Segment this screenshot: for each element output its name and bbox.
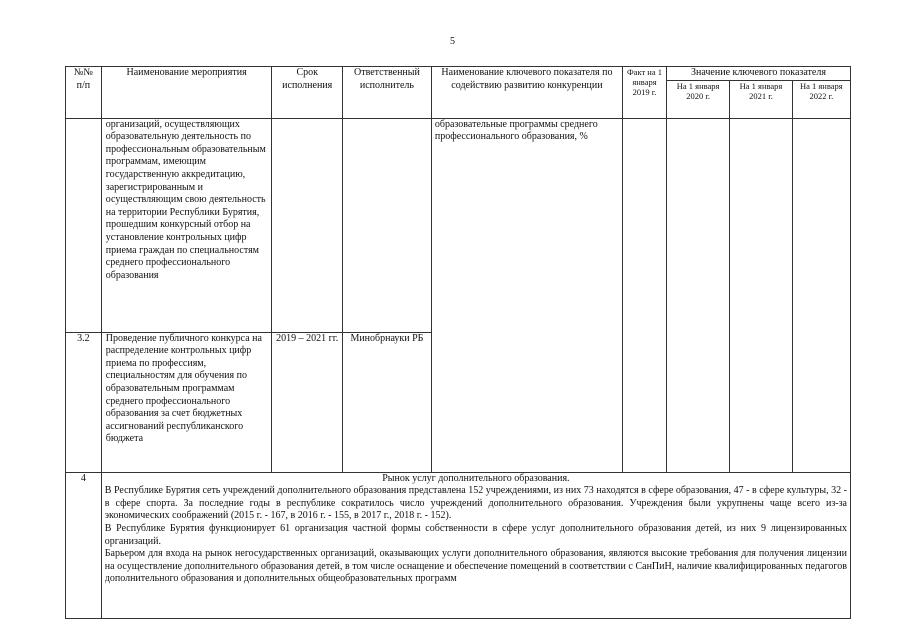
cell-deadline-3-2: 2019 – 2021 гг. [272,332,343,472]
header-name: Наименование мероприятия [101,67,272,119]
header-2022: На 1 января 2022 г. [792,80,850,118]
header-row-1 [66,67,851,81]
page-number: 5 [450,36,455,47]
cell-num-3-2: 3.2 [66,332,102,472]
cell-fact [623,118,667,472]
section-paragraph-1: В Республике Бурятия сеть учреждений дополнительного образования представлена 152 учреждениями, из них 73 находятся в сфере образования, 47 - в сфере культуры, 32 - в сфере спорта. За последние годы в республике сократилось число учреждений дополнительного образования. Учреждения были укрупнены чаще всего из-за экономических соображений (2015 г. - 167, в 2016 г. - 155, в 2017 г., 2018 г. - 152). [104,485,847,522]
cell-2022 [792,118,850,472]
header-executor: Ответственный исполнитель [342,67,431,119]
section-paragraph-2: В Республике Бурятия функционирует 61 организация частной формы собственности в сфере услуг дополнительного образования детей, из них 9 лицензированных организаций. [104,522,847,547]
section-title: Рынок услуг дополнительного образования. [382,472,570,484]
cell-num-4: 4 [66,472,102,618]
table-row-4 [66,472,851,618]
cell-section-4 [101,472,850,618]
cell-num [66,118,102,332]
header-deadline: Срок исполнения [272,67,343,119]
cell-2020 [666,118,729,472]
cell-indicator: образовательные программы среднего профессионального образования, % [431,118,622,472]
table-row-continued [66,118,851,332]
measures-table [65,66,851,619]
cell-executor [342,118,431,332]
cell-executor-3-2: Минобрнауки РБ [342,332,431,472]
header-indicator: Наименование ключевого показателя по содействию развитию конкуренции [431,67,622,119]
cell-2021 [730,118,792,472]
header-2021: На 1 января 2021 г. [730,80,792,118]
header-fact: Факт на 1 января 2019 г. [623,67,667,119]
header-value-group: Значение ключевого показателя [666,67,850,81]
cell-name-3-2: Проведение публичного конкурса на распределение контрольных цифр приема по профессиям, специальностям для обучения по образовательным программам среднего профессионального образования за счет бюджетных ассигнований республиканского бюджета [101,332,272,472]
cell-name-continued: организаций, осуществляющих образовательную деятельность по профессиональным образовательным программам, имеющим государственную аккредитацию, зарегистрированным и осуществляющим свою деятельность на территории Республики Бурятия, прошедшим конкурсный отбор на установление контрольных цифр приема граждан по специальностям среднего профессионального образования [101,118,272,332]
header-2020: На 1 января 2020 г. [666,80,729,118]
header-num: №№ п/п [66,67,102,119]
section-paragraph-3: Барьером для входа на рынок негосударственных организаций, оказывающих услуги дополнительного образования, являются высокие требования для получения лицензии на осуществление дополнительного образования детей, в том числе оснащение и обеспечение помещений в соответствии с СанПиН, наличие квалифицированных педагогов дополнительного образования и дополнительных общеобразовательных программ [104,548,847,585]
cell-deadline [272,118,343,332]
